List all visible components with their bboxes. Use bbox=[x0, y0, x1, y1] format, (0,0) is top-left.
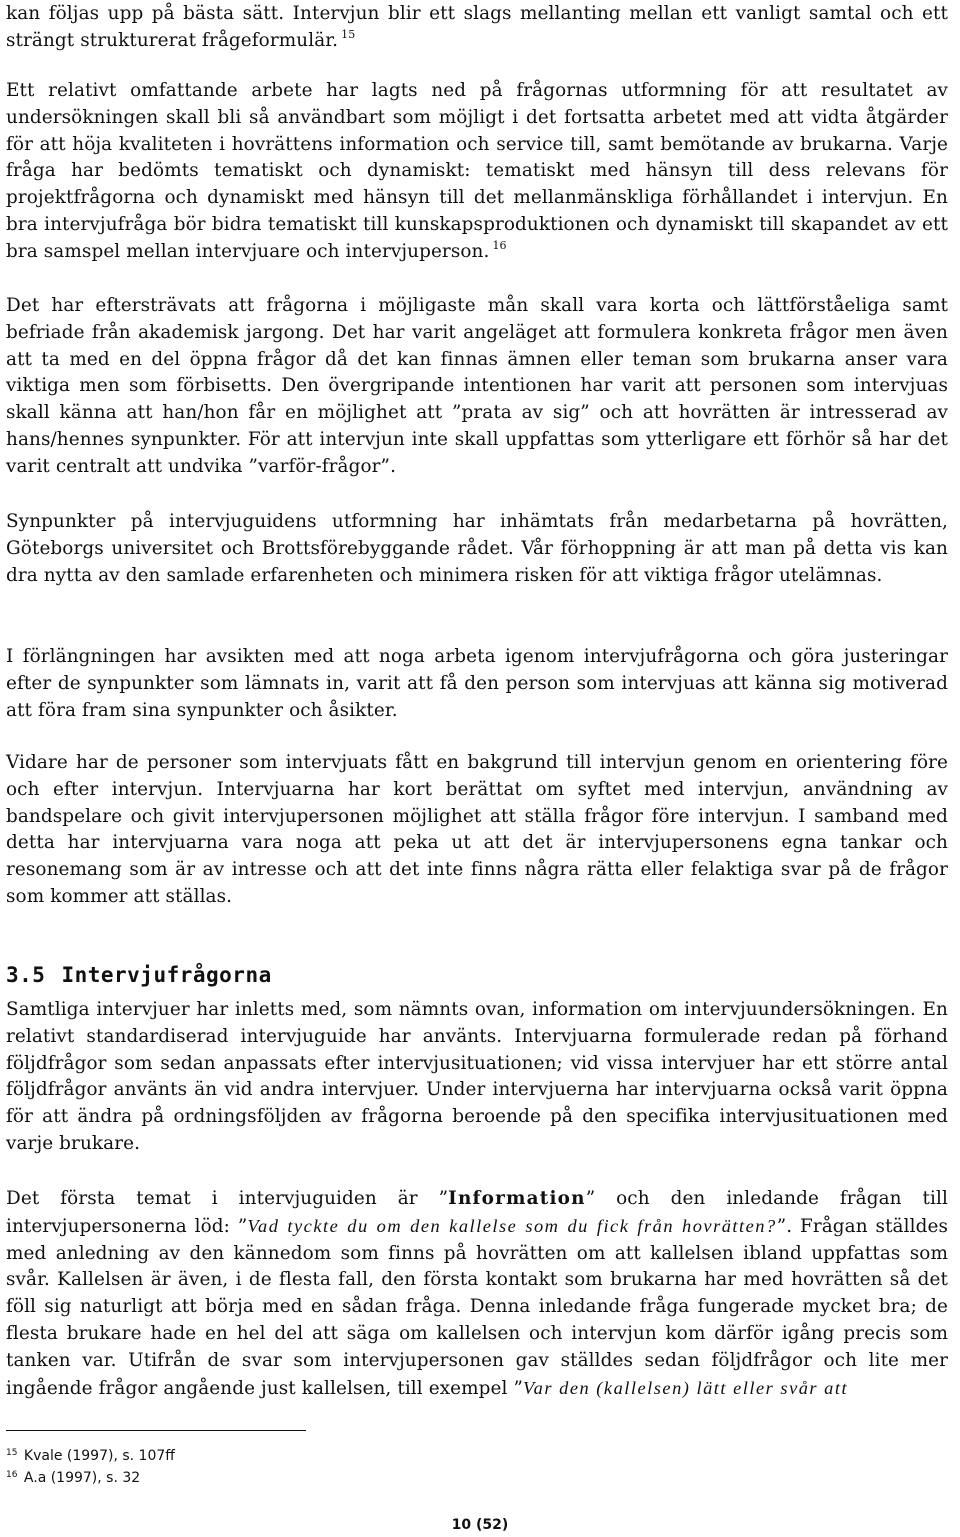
footnote-reference: 16 bbox=[492, 238, 507, 252]
section-title: Intervjufrågorna bbox=[61, 963, 272, 987]
paragraph-text: Samtliga intervjuer har inletts med, som nämnts ovan, information om intervjuundersökningen. En relativt standardiserad intervjuguide har använts. Intervjuarna formulerade redan på förhand följdfrågor som sedan anpassats efter intervjusituationen; vid vissa intervjuer har ett större antal följdfrågor använts än vid andra intervjuer. Under intervjuerna har intervjuarna också varit öppna för att ändra på ordningsföljden av frågorna beroende på den specifika intervjusituationen med varje brukare. bbox=[6, 999, 948, 1154]
paragraph-text: ” och den inledande frågan till intervjupersonerna löd: ” bbox=[6, 1188, 948, 1237]
footnote-item bbox=[6, 1444, 175, 1466]
paragraph-text: Vidare har de personer som intervjuats fått en bakgrund till intervjun genom en orientering före och efter intervjun. Intervjuarna har kort berättat om syftet med intervjun, användning av bandspelare och givit intervjupersonen möjlighet att ställa frågor före intervjun. I samband med detta har intervjuarna vara noga att peka ut att det är intervjupersonens egna tankar och resonemang som är av intresse och att det inte finns några rätta eller felaktiga svar på de frågor som kommer att ställas. bbox=[6, 752, 948, 907]
paragraph-interview-start bbox=[6, 997, 948, 1158]
footnote-mark: 15 bbox=[6, 1448, 18, 1458]
section-number: 3.5 bbox=[6, 963, 46, 987]
paragraph-text: Ett relativt omfattande arbete har lagts ned på frågornas utformning för att resultatet av undersökningen skall bli så användbart som möjligt i det fortsatta arbetet med att vidta åtgärder för att höja kvaliteten i hovrättens information och service till, samt bemötande av brukarna. Varje fråga har bedömts tematiskt och dynamiskt: tematiskt med hänsyn till dess relevans för projektfrågorna och dynamiskt med hänsyn till det mellanmänskliga förhållandet i intervjun. En bra intervjufråga bör bidra tematiskt till kunskapsproduktionen och dynamiskt till skapandet av ett bra samspel mellan intervjuare och intervjuperson. bbox=[6, 80, 948, 262]
paragraph-question-clarity bbox=[6, 293, 948, 481]
paragraph-text: kan följas upp på bästa sätt. Intervjun blir ett slags mellanting mellan ett vanligt samtal och ett strängt strukturerat frågeformulär. bbox=[6, 3, 948, 51]
paragraph-text: I förlängningen har avsikten med att noga arbeta igenom intervjufrågorna och göra justeringar efter de synpunkter som lämnats in, varit att få den person som intervjuas att känna sig motiverad att föra fram sina synpunkter och åsikter. bbox=[6, 646, 948, 721]
paragraph-text: Synpunkter på intervjuguidens utformning har inhämtats från medarbetarna på hovrätten, Göteborgs universitet och Brottsförebyggande rådet. Vår förhoppning är att man på detta vis kan dra nytta av den samlade erfarenheten och minimera risken för att viktiga frågor utelämnas. bbox=[6, 511, 948, 586]
paragraph-adjustments bbox=[6, 644, 948, 724]
footnote-mark: 16 bbox=[6, 1470, 18, 1480]
paragraph-orientation bbox=[6, 750, 948, 911]
emphasis-theme-name: Information bbox=[448, 1188, 586, 1209]
page-number: 10 (52) bbox=[451, 1517, 509, 1533]
section-heading bbox=[6, 961, 272, 989]
footnote-item bbox=[6, 1466, 175, 1488]
footnote-text: Kvale (1997), s. 107ff bbox=[23, 1448, 175, 1464]
paragraph-text: Det har eftersträvats att frågorna i möjligaste mån skall vara korta och lättförståeliga samt befriade från akademisk jargong. Det har varit angeläget att formulera konkreta frågor men även att ta med en del öppna frågor då det kan finnas ämnen eller teman som brukarna anser vara viktiga men som förbisetts. Den övergripande intentionen har varit att personen som intervjuas skall känna att han/hon får en möjlighet att ”prata av sig” och att hovrätten är intresserad av hans/hennes synpunkter. För att intervjun inte skall uppfattas som ytterligare ett förhör så har det varit centralt att undvika ”varför-frågor”. bbox=[6, 295, 948, 477]
paragraph-text: Det första temat i intervjuguiden är ” bbox=[6, 1188, 449, 1209]
paragraph-feedback bbox=[6, 509, 948, 589]
footnote-reference: 15 bbox=[341, 27, 356, 41]
footnote-divider bbox=[6, 1430, 306, 1431]
paragraph-intro-continuation bbox=[6, 1, 948, 55]
paragraph-question-design bbox=[6, 78, 948, 266]
footnote-text: A.a (1997), s. 32 bbox=[23, 1470, 141, 1486]
quoted-question: Var den (kallelsen) lätt eller svår att bbox=[522, 1377, 849, 1398]
paragraph-first-theme bbox=[6, 1186, 948, 1402]
footnotes bbox=[6, 1444, 175, 1488]
quoted-question: Vad tyckte du om den kallelse som du fick från hovrätten? bbox=[247, 1215, 777, 1236]
paragraph-text: ”. Frågan ställdes med anledning av den kännedom som finns på hovrätten om att kallelsen ibland uppfattas som svår. Kallelsen är även, i de flesta fall, den första kontakt som brukarna har med hovrätten så det föll sig naturligt att börja med en sådan fråga. Denna inledande fråga fungerade mycket bra; de flesta brukare hade en hel del att säga om kallelsen och intervjun kom därför igång precis som tanken var. Utifrån de svar som intervjupersonen gav ställdes sedan följdfrågor och lite mer ingående frågor angående just kallelsen, till exempel ” bbox=[6, 1215, 948, 1399]
